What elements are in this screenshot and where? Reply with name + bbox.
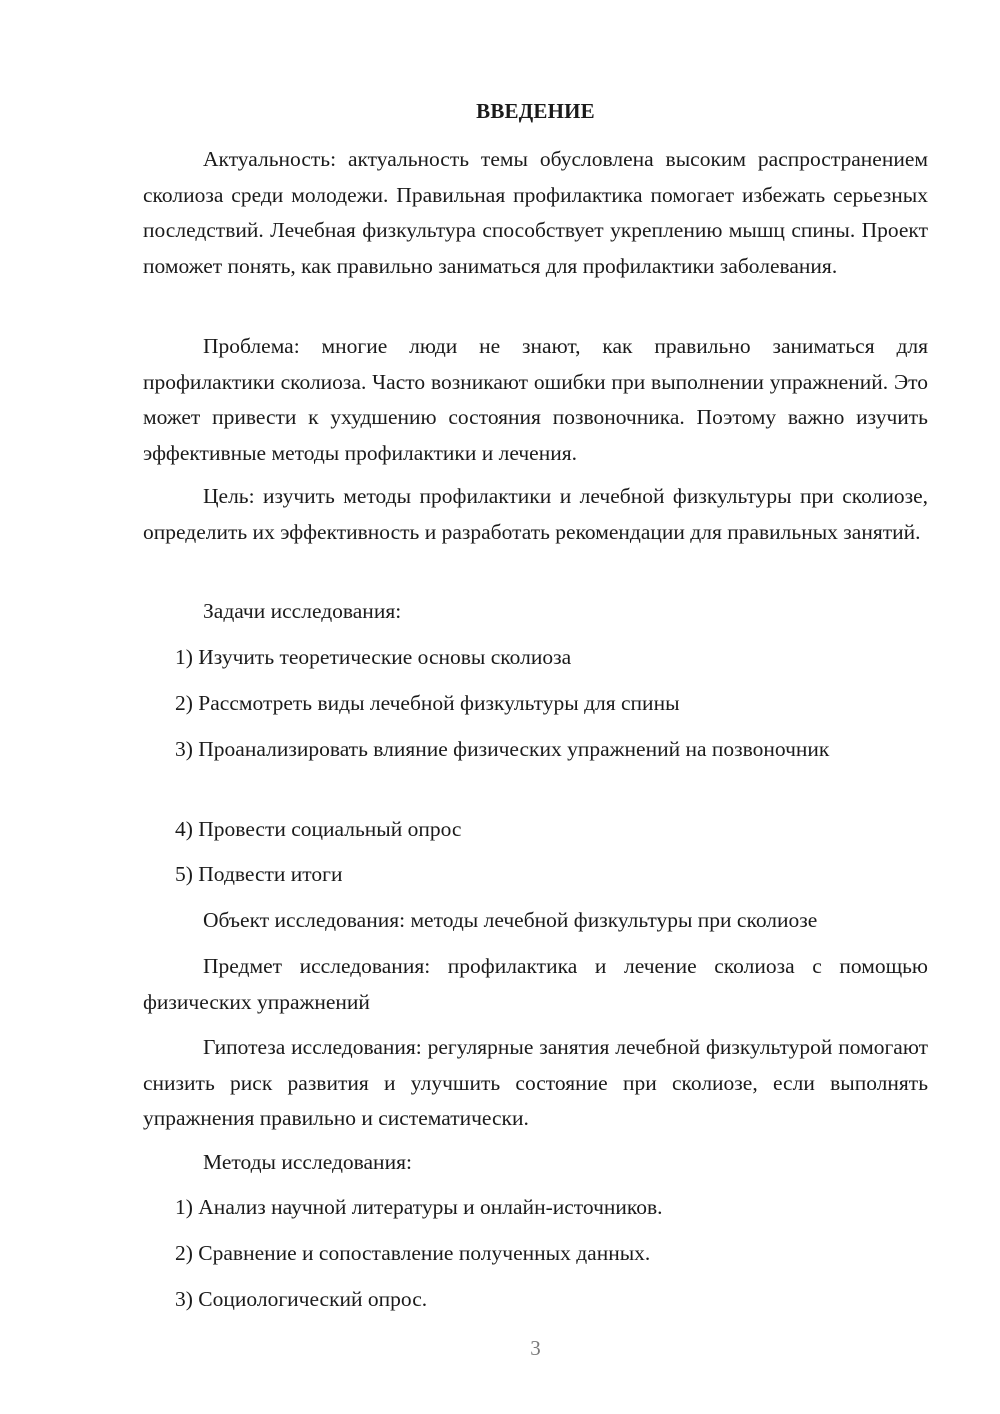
paragraph-relevance: Актуальность: актуальность темы обусловлена высоким распространением сколиоза среди молодежи. Правильная профилактика помогает избежать серьезных последствий. Лечебная физкультура способствует укреплению мышц спины. Проект поможет понять, как правильно заниматься для профилактики заболевания.: [143, 147, 928, 278]
list-item-method-2: 2) Сравнение и сопоставление полученных данных.: [175, 1241, 651, 1265]
page-number: 3: [530, 1336, 541, 1360]
document-page: [143, 0, 928, 1414]
paragraph-problem: Проблема: многие люди не знают, как правильно заниматься для профилактики сколиоза. Часто возникают ошибки при выполнении упражнений. Это может привести к ухудшению состояния позвоночника. Поэтому важно изучить эффективные методы профилактики и лечения.: [143, 334, 928, 465]
paragraph-hypothesis: Гипотеза исследования: регулярные занятия лечебной физкультурой помогают снизить риск развития и улучшить состояние при сколиозе, если выполнять упражнения правильно и систематически.: [143, 1035, 928, 1130]
list-item-task-4: 4) Провести социальный опрос: [175, 817, 462, 841]
list-item-task-3: 3) Проанализировать влияние физических упражнений на позвоночник: [175, 737, 830, 761]
paragraph-object: Объект исследования: методы лечебной физкультуры при сколиозе: [203, 908, 818, 932]
list-item-task-2: 2) Рассмотреть виды лечебной физкультуры для спины: [175, 691, 680, 715]
list-item-method-3: 3) Социологический опрос.: [175, 1287, 428, 1311]
list-item-task-5: 5) Подвести итоги: [175, 862, 343, 886]
page-title: ВВЕДЕНИЕ: [476, 99, 595, 123]
paragraph-tasks-heading: Задачи исследования:: [203, 599, 402, 623]
list-item-method-1: 1) Анализ научной литературы и онлайн-источников.: [175, 1195, 663, 1219]
paragraph-subject: Предмет исследования: профилактика и лечение сколиоза с помощью физических упражнений: [143, 954, 928, 1014]
paragraph-methods-heading: Методы исследования:: [203, 1150, 412, 1174]
list-item-task-1: 1) Изучить теоретические основы сколиоза: [175, 645, 572, 669]
paragraph-goal: Цель: изучить методы профилактики и лечебной физкультуры при сколиозе, определить их эффективность и разработать рекомендации для правильных занятий.: [143, 484, 928, 544]
